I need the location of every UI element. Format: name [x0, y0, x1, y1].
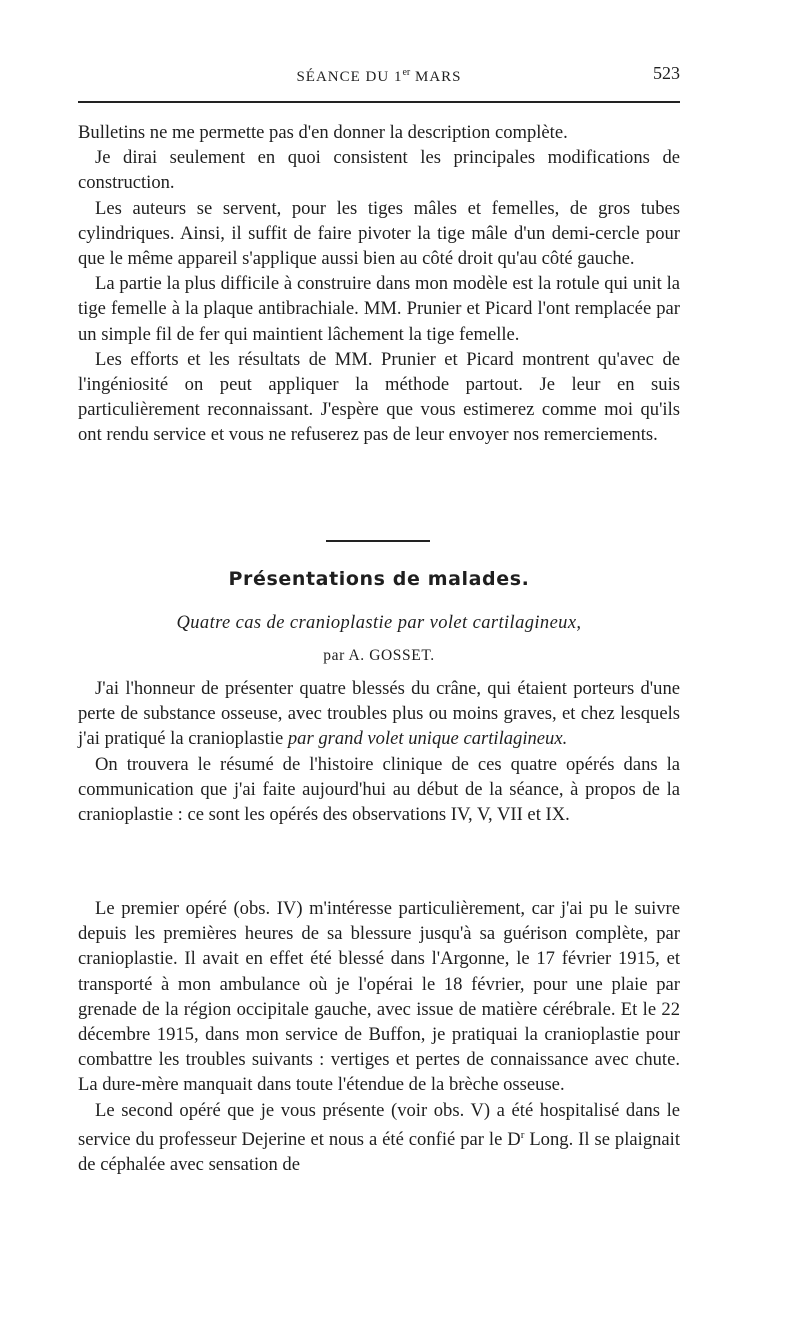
running-title-month: MARS [410, 69, 462, 85]
article-paragraph-1 [78, 676, 680, 752]
article-paragraph-1-italic: par grand volet unique cartilagineux. [287, 728, 568, 750]
article-text-part-2 [78, 896, 680, 1177]
article-author: par A. GOSSET. [323, 647, 435, 664]
intro-paragraph-3: Les auteurs se servent, pour les tiges mâles et femelles, de gros tubes cylindriques. Ainsi, il suffit de faire pivoter la tige mâle d'un demi-cercle pour que le même appareil s'applique aussi bien au côté droit qu'au côté gauche. [78, 197, 680, 270]
intro-paragraph-4: La partie la plus difficile à construire dans mon modèle est la rotule qui unit la tige femelle à la plaque antibrachiale. MM. Prunier et Picard l'ont remplacée par un simple fil de fer qui maintient lâchement la tige femelle. [78, 273, 680, 345]
article-title: Quatre cas de cranioplastie par volet cartilagineux, [176, 613, 582, 633]
running-title-superscript: er [402, 67, 411, 78]
article-paragraph-1-text: J'ai l'honneur de présenter quatre blessés du crâne, qui étaient porteurs d'une perte de substance osseuse, avec troubles plus ou moins graves, et chez lesquels j'ai pratiqué la cranioplastie [78, 678, 680, 750]
intro-paragraph-2: Je dirai seulement en quoi consistent les principales modifications de construction. [78, 147, 680, 194]
running-title-text: SÉANCE DU 1 [296, 69, 403, 85]
intro-text [78, 120, 680, 448]
doctor-abbrev-superscript: r [520, 1128, 525, 1141]
running-title [78, 62, 680, 88]
article-paragraph-2: On trouvera le résumé de l'histoire clinique de ces quatre opérés dans la communication que j'ai faite aujourd'hui au début de la séance, à propos de la cranioplastie : ce sont les opérés des observations IV, V, VII et IX. [78, 753, 680, 826]
section-divider [326, 540, 430, 542]
header-rule [78, 101, 680, 103]
section-heading: Présentations de malades. [228, 568, 530, 590]
running-head [78, 62, 680, 90]
article-paragraph-3: Le premier opéré (obs. IV) m'intéresse particulièrement, car j'ai pu le suivre depuis les premières heures de sa blessure jusqu'à sa guérison complète, par cranioplastie. Il avait en effet été blessé dans l'Argonne, le 17 février 1915, et transporté à mon ambulance où je l'opérai le 18 février, pour une plaie par grenade de la région occipitale gauche, avec issue de matière cérébrale. Et le 22 décembre 1915, dans mon service de Buffon, je pratiquai la cranioplastie pour combattre les troubles suivants : vertiges et pertes de connaissance avec chute. La dure-mère manquait dans toute l'étendue de la brèche osseuse. [78, 898, 680, 1096]
page-number: 523 [653, 63, 680, 83]
article-paragraph-4-end: Long. Il se plaignait de céphalée avec sensation de [78, 1129, 680, 1176]
article-text-part-1 [78, 676, 680, 827]
article-paragraph-4 [78, 1098, 680, 1178]
intro-paragraph-5: Les efforts et les résultats de MM. Prunier et Picard montrent qu'avec de l'ingéniosité on peut appliquer la méthode partout. Je leur en suis particulièrement reconnaissant. J'espère que vous estimerez comme moi qu'ils ont rendu service et vous ne refuserez pas de leur envoyer nos remerciements. [78, 348, 680, 446]
intro-paragraph-1: Bulletins ne me permette pas d'en donner la description complète. [78, 122, 568, 143]
article-paragraph-4-text: Le second opéré que je vous présente (voir obs. V) a été hospitalisé dans le service du professeur Dejerine et nous a été confié par le D [78, 1099, 680, 1151]
